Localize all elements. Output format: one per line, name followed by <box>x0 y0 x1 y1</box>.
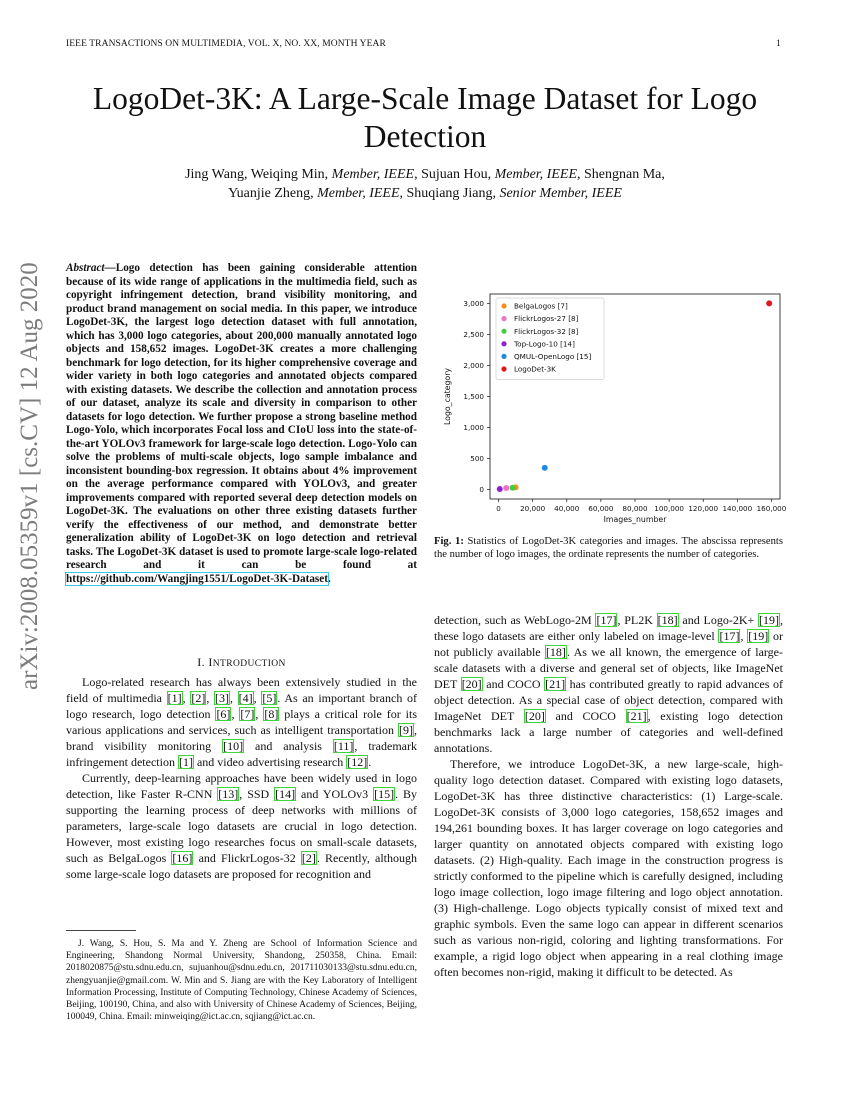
citation-link[interactable]: [21] <box>626 709 647 723</box>
x-tick-label: 60,000 <box>588 504 614 513</box>
citation-link[interactable]: [18] <box>657 613 678 627</box>
x-tick-label: 100,000 <box>654 504 684 513</box>
member-title: Member, IEEE <box>494 167 577 182</box>
author-affiliation-footnote: J. Wang, S. Hou, S. Ma and Y. Zheng are School of Information Science and Engineering, Shandong Normal University, Shandong, 250358, China. Email: 2018020875@stu.sdnu.edu.cn, sujuanhou@sdnu.edu.cn, 201711030133@stu.sdnu.edu.cn, zhengyuanjie@gmail.com. W. Min and S. Jiang are with the Key Laboratory of Intelligent Information Processing, Institute of Computing Technology, Chinese Academy of Sciences, Beijing, 100190, China, and also with University of Chinese Academy of Sciences, Beijing, 100049, China. Email: minweiqing@ict.ac.cn, sqjiang@ict.ac.cn. <box>66 939 417 1023</box>
author-list <box>60 165 790 203</box>
legend-entry: LogoDet-3K <box>514 364 556 374</box>
citation-link[interactable]: [17] <box>719 629 740 643</box>
introduction-body <box>66 674 417 882</box>
x-tick-label: 140,000 <box>722 504 753 513</box>
figure-1-scatter-chart <box>434 262 788 526</box>
citation-link[interactable]: [2] <box>191 691 206 705</box>
citation-link[interactable]: [19] <box>748 629 769 643</box>
y-tick-label: 1,500 <box>463 392 484 401</box>
page-number: 1 <box>776 39 781 49</box>
citation-link[interactable]: [18] <box>545 645 566 659</box>
intro-paragraph-2: Currently, deep-learning approaches have been widely used in logo detection, like Faster R-CNN [13], SSD [14] and YOLOv3 [15]. By supporting the learning process of deep networks with millions of parameters, large-scale logo datasets are crucial in logo detection. However, most existing logo researches focus on small-scale datasets, such as BelgaLogos [16] and FlickrLogos-32 [2]. Recently, although some large-scale logo datasets are proposed for recognition and <box>66 771 417 881</box>
citation-link[interactable]: [12] <box>347 755 368 769</box>
arxiv-watermark: arXiv:2008.05359v1 [cs.CV] 12 Aug 2020 <box>16 262 43 690</box>
citation-link[interactable]: [9] <box>399 723 413 737</box>
legend-marker <box>501 354 506 359</box>
y-tick-label: 1,000 <box>463 423 484 433</box>
legend-entry: FlickrLogos-27 [8] <box>514 314 579 324</box>
citation-link[interactable]: [17] <box>596 613 617 627</box>
abstract <box>66 262 417 586</box>
y-tick-label: 2,500 <box>463 329 484 339</box>
abstract-text: —Logo detection has been gaining considerable attention because of its wide range of applications in the multimedia field, such as copyright infringement detection, brand visibility monitoring, and product brand management on social media. In this paper, we introduce LogoDet-3K, the largest logo detection dataset with full annotation, which has 3,000 logo categories, about 200,000 manually annotated logo objects and 158,652 images. LogoDet-3K creates a more challenging benchmark for logo detection, for its higher comprehensive coverage and wider variety in both logo categories and annotated objects compared with existing datasets. We describe the collection and annotation process of our dataset, analyze its scale and diversity in comparison to other datasets for logo detection. We further propose a strong baseline method Logo-Yolo, which incorporates Focal loss and CIoU loss into the state-of-the-art YOLOv3 framework for large-scale logo detection. Logo-Yolo can solve the problems of multi-scale objects, logo sample imbalance and inconsistent bounding-box regression. It obtains about 4% improvement on the average performance compared with YOLOv3, and greater improvements compared with reported several deep detection models on LogoDet-3K. The evaluations on other three existing datasets further verify the effectiveness of our method, and demonstrate better generalization ability of LogoDet-3K on logo detection and retrieval tasks. The LogoDet-3K dataset is used to promote large-scale logo-related research and it can be found at <box>66 262 417 571</box>
y-tick-label: 2,000 <box>463 360 484 370</box>
x-tick-label: 120,000 <box>688 504 719 513</box>
legend-marker <box>501 303 506 308</box>
citation-link[interactable]: [11] <box>333 739 354 753</box>
section-title-rest: NTRODUCTION <box>212 659 286 669</box>
data-point <box>542 465 548 471</box>
legend-marker <box>501 329 506 334</box>
section-heading-introduction <box>66 655 417 670</box>
author-line-2: Yuanjie Zheng, Member, IEEE, Shuqiang Jiang, Senior Member, IEEE <box>228 186 622 201</box>
author-line-1: Jing Wang, Weiqing Min, Member, IEEE, Sujuan Hou, Member, IEEE, Shengnan Ma, <box>185 167 665 182</box>
legend-entry: BelgaLogos [7] <box>514 301 568 311</box>
x-tick-label: 160,000 <box>756 504 787 513</box>
dataset-link[interactable]: https://github.com/Wangjing1551/LogoDet-3K-Dataset <box>66 572 328 585</box>
footnote-rule <box>66 930 136 931</box>
citation-link[interactable]: [6] <box>216 707 231 721</box>
y-axis-label: Logo_category <box>443 367 452 426</box>
citation-link[interactable]: [8] <box>264 707 279 721</box>
intro-paragraph-1: Logo-related research has always been extensively studied in the field of multimedia [1], [2], [3], [4], [5]. As an important branch of logo research, logo detection [6], [7], [8] plays a critical role for its various applications and services, such as intelligent transportation [9], brand visibility monitoring [10] and analysis [11], trademark infringement detection [1] and video advertising research [12]. <box>66 675 418 769</box>
citation-link[interactable]: [15] <box>374 787 395 801</box>
section-title-first: I <box>208 655 213 669</box>
member-title: Member, IEEE <box>331 167 415 182</box>
x-tick-label: 20,000 <box>520 504 546 513</box>
citation-link[interactable]: [4] <box>238 691 253 705</box>
citation-link[interactable]: [7] <box>240 707 255 721</box>
data-point <box>766 300 772 306</box>
legend-entry: Top-Logo-10 [14] <box>514 339 575 349</box>
citation-link[interactable]: [21] <box>545 677 566 691</box>
data-point <box>510 485 516 491</box>
y-tick-label: 0 <box>479 485 484 495</box>
figure-1-caption <box>434 535 783 562</box>
legend-marker <box>501 341 506 346</box>
figure-label: Fig. 1: <box>434 536 464 547</box>
right-paragraph-1: detection, such as WebLogo-2M [17], PL2K [18] and Logo-2K+ [19], these logo datasets are either only labeled on image-level [17], [19] or not publicly available [18]. As we all known, the emergence of large-scale datasets with a diverse and general set of objects, like ImageNet DET [20] and COCO [21] has contributed greatly to rapid advances of object detection. As a special case of object detection, compared with ImageNet DET [20] and COCO [21], existing logo detection benchmarks lack a large number of categories and well-defined annotations. <box>434 613 784 755</box>
citation-link[interactable]: [1] <box>178 755 193 769</box>
citation-link[interactable]: [3] <box>215 691 229 705</box>
citation-link[interactable]: [10] <box>223 739 244 753</box>
y-tick-label: 3,000 <box>463 298 484 308</box>
journal-header: IEEE TRANSACTIONS ON MULTIMEDIA, VOL. X, NO. XX, MONTH YEAR <box>66 39 386 49</box>
legend-entry: QMUL-OpenLogo [15] <box>514 352 592 361</box>
citation-link[interactable]: [13] <box>218 787 239 801</box>
caption-text: Statistics of LogoDet-3K categories and images. The abscissa represents the number of logo images, the ordinate represents the number of categories. <box>434 536 783 561</box>
x-axis-label: Images_number <box>603 515 667 524</box>
citation-link[interactable]: [2] <box>301 851 316 865</box>
citation-link[interactable]: [5] <box>262 691 277 705</box>
paper-title: LogoDet-3K: A Large-Scale Image Dataset for Logo Detection <box>92 81 758 154</box>
right-column-body <box>434 612 783 980</box>
legend-entry: FlickrLogos-32 [8] <box>514 326 579 336</box>
data-point <box>497 486 503 492</box>
legend-marker <box>501 316 506 321</box>
abstract-lead: Abstract <box>66 262 105 274</box>
citation-link[interactable]: [19] <box>759 613 780 627</box>
citation-link[interactable]: [14] <box>275 787 296 801</box>
citation-link[interactable]: [1] <box>167 691 182 705</box>
legend-marker <box>501 366 506 371</box>
member-title: Member, IEEE <box>317 186 400 201</box>
x-tick-label: 80,000 <box>622 504 648 513</box>
y-tick-label: 500 <box>470 454 484 464</box>
data-point <box>503 485 509 491</box>
x-tick-label: 0 <box>496 504 501 513</box>
citation-link[interactable]: [16] <box>172 851 193 865</box>
member-title: Senior Member, IEEE <box>499 186 622 201</box>
x-tick-label: 40,000 <box>554 504 580 513</box>
section-numeral: I. <box>197 655 209 669</box>
right-paragraph-2: Therefore, we introduce LogoDet-3K, a new large-scale, high-quality logo detection dataset. Compared with existing logo datasets, LogoDet-3K has three distinctive characteristics: (1) Large-scale. LogoDet-3K consists of 3,000 logo categories, 158,652 images and 194,261 bounding boxes. It has larger coverage on logo categories and larger quantity on annotated objects compared with existing logo datasets. (2) High-quality. Each image in the construction progress is strictly conformed to the pipeline which is carefully designed, including logo image collection, logo image filtering and logo object annotation. (3) High-challenge. Logo objects typically consist of mixed text and graphic symbols. Even the same logo can appear in different scenarios such as various non-rigid, coloring and lighting transformations. For example, a rigid logo object when appearing in a real clothing image often becomes non-rigid, making it difficult to be detected. As <box>434 757 783 979</box>
citation-link[interactable]: [20] <box>461 677 482 691</box>
citation-link[interactable]: [20] <box>524 709 545 723</box>
abstract-end: . <box>327 572 331 585</box>
